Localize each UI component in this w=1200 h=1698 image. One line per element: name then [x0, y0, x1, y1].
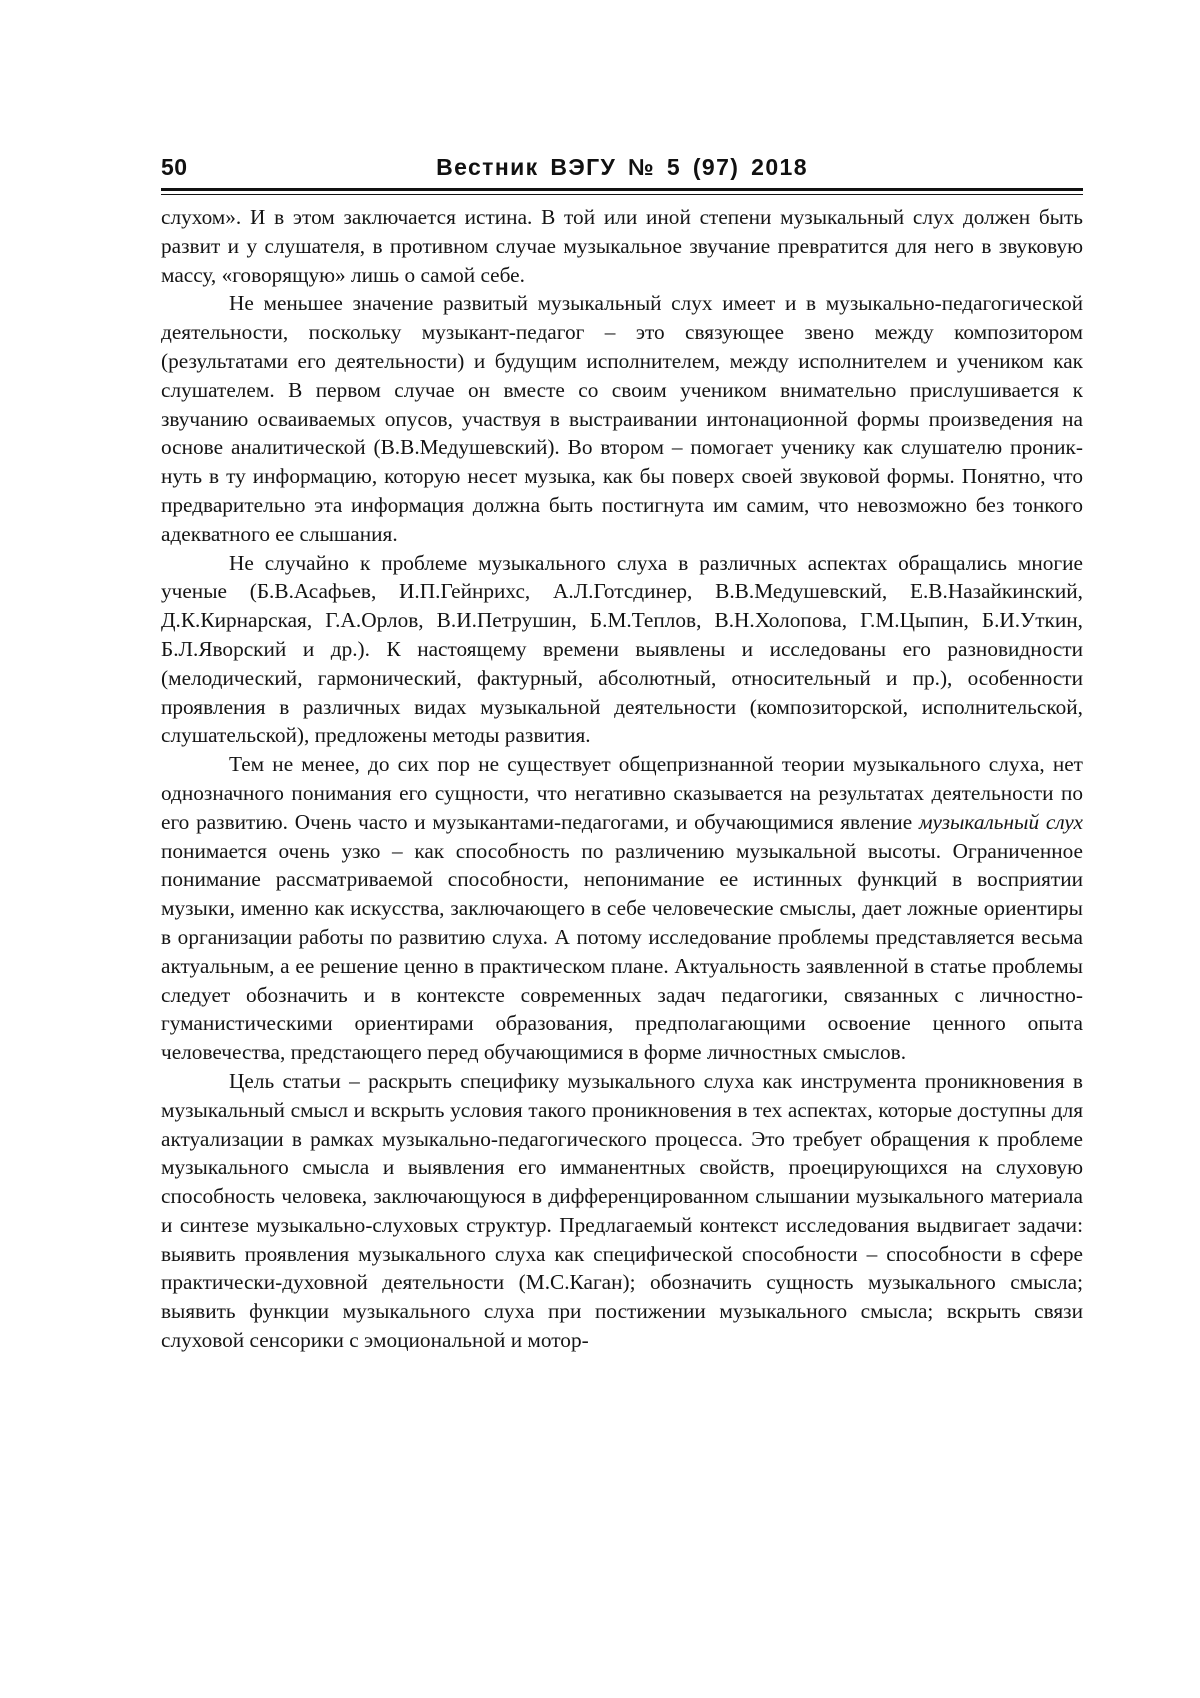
paragraph-4-part-1: Тем не менее, до сих пор не существует общепризнанной теории музыкального слуха, нет однозначного понимания его сущности, что негативно сказывается на результатах деятельности по его развитию. Очень часто и музыкантами-педагогами, и обучающимися явление [161, 752, 1083, 834]
paragraph-1: слухом». И в этом заключается истина. В той или иной степени музыкальный слух должен быть развит и у слушателя, в противном случае музыкальное звучание превратится для него в звуковую массу, «говорящую» лишь о самой себе. [161, 205, 1083, 287]
paragraph-4-part-2: понимается очень узко – как способность по различению музыкальной высоты. Ограниченное понимание рассматриваемой способности, непонимание ее истинных функций в восприятии музыки, именно как искусства, заключающего в себе человеческие смыслы, дает ложные ориентиры в организации работы по развитию слуха. А потому исследование проблемы представляется весьма актуальным, а ее решение ценно в практическом плане. Актуальность заявленной в статье проблемы следует обозначить и в контексте современных задач педагогики, связанных с личностно-гуманистическими ориентирами образования, предполагающими освоение ценного опыта человечества, предстающего перед обучающимися в форме личностных смыслов. [161, 838, 1083, 1065]
paragraph-4 [161, 750, 1083, 1067]
journal-title: Вестник ВЭГУ № 5 (97) 2018 [436, 154, 808, 180]
paragraph-2: Не меньшее значение развитый музыкальный слух имеет и в музыкально-педагогической деятельности, поскольку музыкант-педагог – это связующее звено между композитором (результатами его деятельности) и будущим исполнителем, между исполнителем и учеником как слушателем. В первом случае он вместе со своим учеником внимательно прислушивается к звучанию осваиваемых опусов, участвуя в выстраивании интонационной формы произведения на основе аналитической (В.В.Медушевский). Во втором – помогает ученику как слушателю проникнуть в ту информацию, которую несет музыка, как бы поверх своей звуковой формы. Понятно, что предварительно эта информация должна быть постигнута им самим, что невозможно без тонкого адекватного ее слышания. [161, 291, 1083, 546]
term-musical-hearing: музыкальный слух [918, 809, 1083, 834]
header-rule-thick [161, 188, 1083, 191]
paragraph-5: Цель статьи – раскрыть специфику музыкального слуха как инструмента проникновения в музыкальный смысл и вскрыть условия такого проникновения в тех аспектах, которые доступны для актуализации в рамках музыкально-педагогического процесса. Это требует обращения к проблеме музыкального смысла и выявления его имманентных свойств, проецирующихся на слуховую способность человека, заключающуюся в дифференцированном слышании музыкального материала и синтезе музыкально-слуховых структур. Предлагаемый контекст исследования выдвигает задачи: выявить проявления музыкального слуха как специфической способности – способности в сфере практически-духовной деятельности (М.С.Каган); обозначить сущность музыкального смысла; выявить функции музыкального слуха при постижении музыкального смысла; вскрыть связи слуховой сенсорики с эмоциональной и мотор- [161, 1068, 1083, 1353]
page-number: 50 [161, 154, 188, 180]
running-header [161, 150, 1083, 184]
article-body [161, 203, 1083, 1355]
paragraph-3: Не случайно к проблеме музыкального слуха в различных аспектах обращались многие ученые (Б.В.Асафьев, И.П.Гейнрихс, А.Л.Готсдинер, В.В.Медушевский, Е.В.Назайкинский, Д.К.Кирнарская, Г.А.Орлов, В.И.Петрушин, Б.М.Теплов, В.Н.Холопова, Г.М.Цыпин, Б.И.Уткин, Б.Л.Яворский и др.). К настоящему времени выявлены и исследованы его разновидности (мелодический, гармонический, фактурный, абсолютный, относительный и пр.), особенности проявления в различных видах музыкальной деятельности (композиторской, исполнительской, слушательской), предложены методы развития. [161, 550, 1083, 748]
header-rule-thin [161, 194, 1083, 195]
